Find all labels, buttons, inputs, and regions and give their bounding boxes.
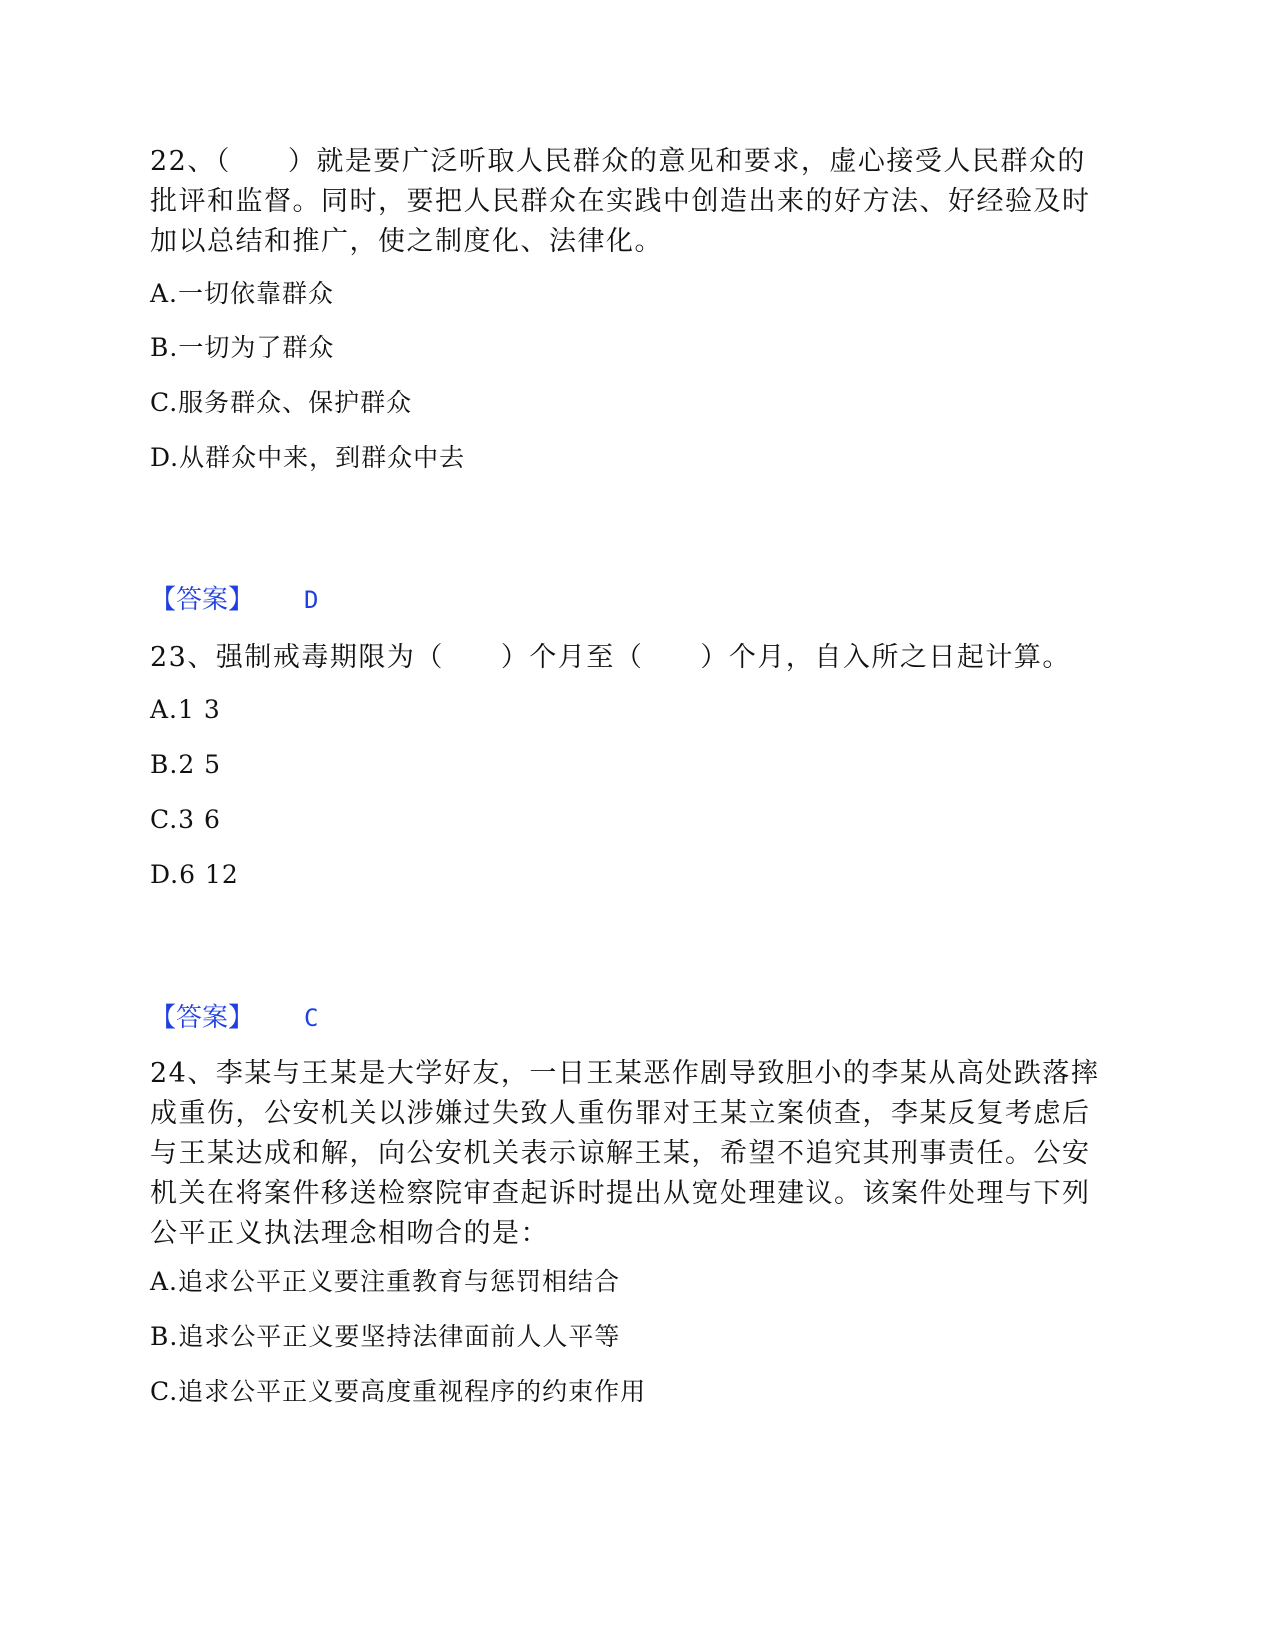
option-a: A.1 3 xyxy=(150,695,221,724)
option-a: A.追求公平正义要注重教育与惩罚相结合 xyxy=(150,1267,621,1296)
option-c: C.服务群众、保护群众 xyxy=(150,388,413,417)
option-d: D.6 12 xyxy=(150,860,239,889)
question-stem-line: 24、李某与王某是大学好友，一日王某恶作剧导致胆小的李某从高处跌落摔 xyxy=(150,1058,1100,1089)
option-b: B.追求公平正义要坚持法律面前人人平等 xyxy=(150,1322,621,1351)
question-stem-line: 机关在将案件移送检察院审查起诉时提出从宽处理建议。该案件处理与下列 xyxy=(150,1178,1091,1209)
option-d: D.从群众中来，到群众中去 xyxy=(150,443,466,472)
answer-label: 【答案】 xyxy=(150,1003,255,1033)
question-stem-line: 加以总结和推广，使之制度化、法律化。 xyxy=(150,226,663,257)
question-stem-line: 22、（ ）就是要广泛听取人民群众的意见和要求，虚心接受人民群众的 xyxy=(150,146,1086,177)
answer-value: D xyxy=(304,586,319,614)
option-a: A.一切依靠群众 xyxy=(150,279,335,308)
question-23-stem: 23、强制戒毒期限为（ ）个月至（ ）个月，自入所之日起计算。 xyxy=(150,642,1071,673)
answer-label: 【答案】 xyxy=(150,585,255,615)
option-b: B.2 5 xyxy=(150,750,222,779)
question-24 xyxy=(150,1054,1099,1254)
question-stem-line: 批评和监督。同时，要把人民群众在实践中创造出来的好方法、好经验及时 xyxy=(150,186,1091,217)
answer-23 xyxy=(150,1002,318,1034)
option-b: B.一切为了群众 xyxy=(150,333,335,362)
answer-value: C xyxy=(304,1004,319,1032)
question-stem-line: 公平正义执法理念相吻合的是： xyxy=(150,1218,549,1249)
option-c: C.3 6 xyxy=(150,805,221,834)
question-22 xyxy=(150,142,1091,262)
option-c: C.追求公平正义要高度重视程序的约束作用 xyxy=(150,1377,647,1406)
answer-22 xyxy=(150,584,318,616)
question-stem-line: 与王某达成和解，向公安机关表示谅解王某，希望不追究其刑事责任。公安 xyxy=(150,1138,1091,1169)
question-stem-line: 成重伤，公安机关以涉嫌过失致人重伤罪对王某立案侦查，李某反复考虑后 xyxy=(150,1098,1091,1129)
